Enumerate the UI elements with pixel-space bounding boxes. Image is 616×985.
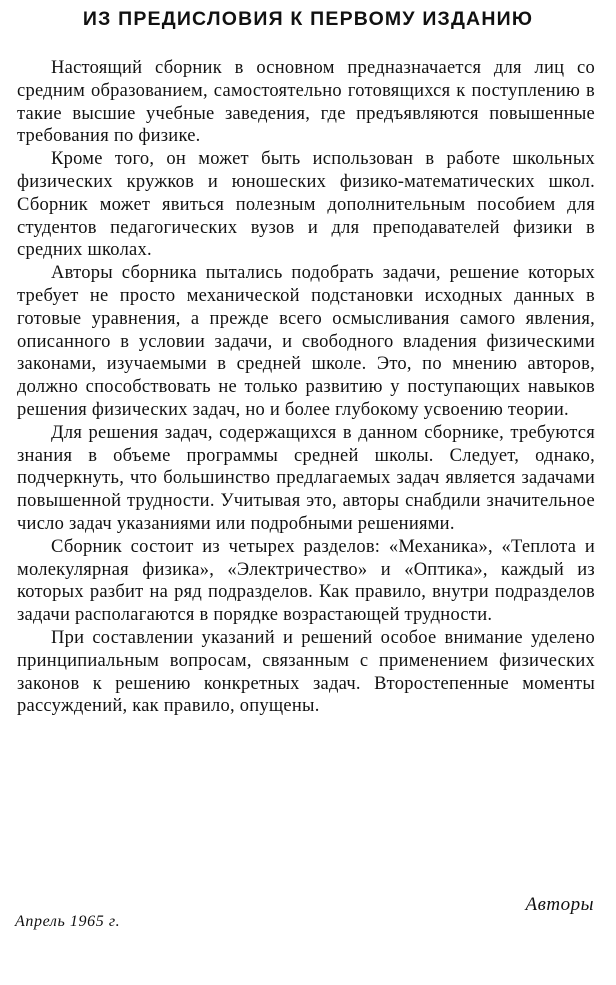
authors-signature: Авторы xyxy=(525,894,594,915)
paragraph-approach: Авторы сборника пытались подобрать задачи, решение которых требует не просто механической подстановки исходных данных в готовые уравнения, а прежде всего осмысливания самого явления, описанного в условии задачи, и свободного владения физическими законами, изучаемыми в средней школе. Это, по мнению авторов, должно способствовать не только развитию у поступающих навыков решения физических задач, но и более глубокому усвоению теории. xyxy=(17,263,595,420)
preface-date: Апрель 1965 г. xyxy=(15,913,121,930)
paragraph-solutions: При составлении указаний и решений особое внимание уделено принципиальным вопросам, связанным с применением физических законов к решению конкретных задач. Второстепенные моменты рассуждений, как правило, опущены. xyxy=(17,627,595,717)
page-title: ИЗ ПРЕДИСЛОВИЯ К ПЕРВОМУ ИЗДАНИЮ xyxy=(82,8,534,30)
paragraph-usage: Кроме того, он может быть использован в работе школьных физических кружков и юношеских физико-математических школ. Сборник может явиться полезным дополнительным пособием для студентов педагогических вузов и для преподавателей физики в средних школах. xyxy=(17,149,595,261)
paragraph-structure: Сборник состоит из четырех разделов: «Механика», «Теплота и молекулярная физика», «Электричество» и «Оптика», каждый из которых разбит на ряд подразделов. Как правило, внутри подразделов задачи располагаются в порядке возрастающей трудности. xyxy=(17,536,595,626)
preface-body xyxy=(17,57,595,718)
paragraph-requirements: Для решения задач, содержащихся в данном сборнике, требуются знания в объеме программы средней школы. Следует, однако, подчеркнуть, что большинство предлагаемых задач является задачами повышенной трудности. Учитывая это, авторы снабдили значительное число задач указаниями или подробными решениями. xyxy=(17,422,595,534)
paragraph-purpose: Настоящий сборник в основном предназначается для лиц со средним образованием, самостоятельно готовящихся к поступлению в такие высшие учебные заведения, где предъявляются повышенные требования по физике. xyxy=(17,58,595,147)
